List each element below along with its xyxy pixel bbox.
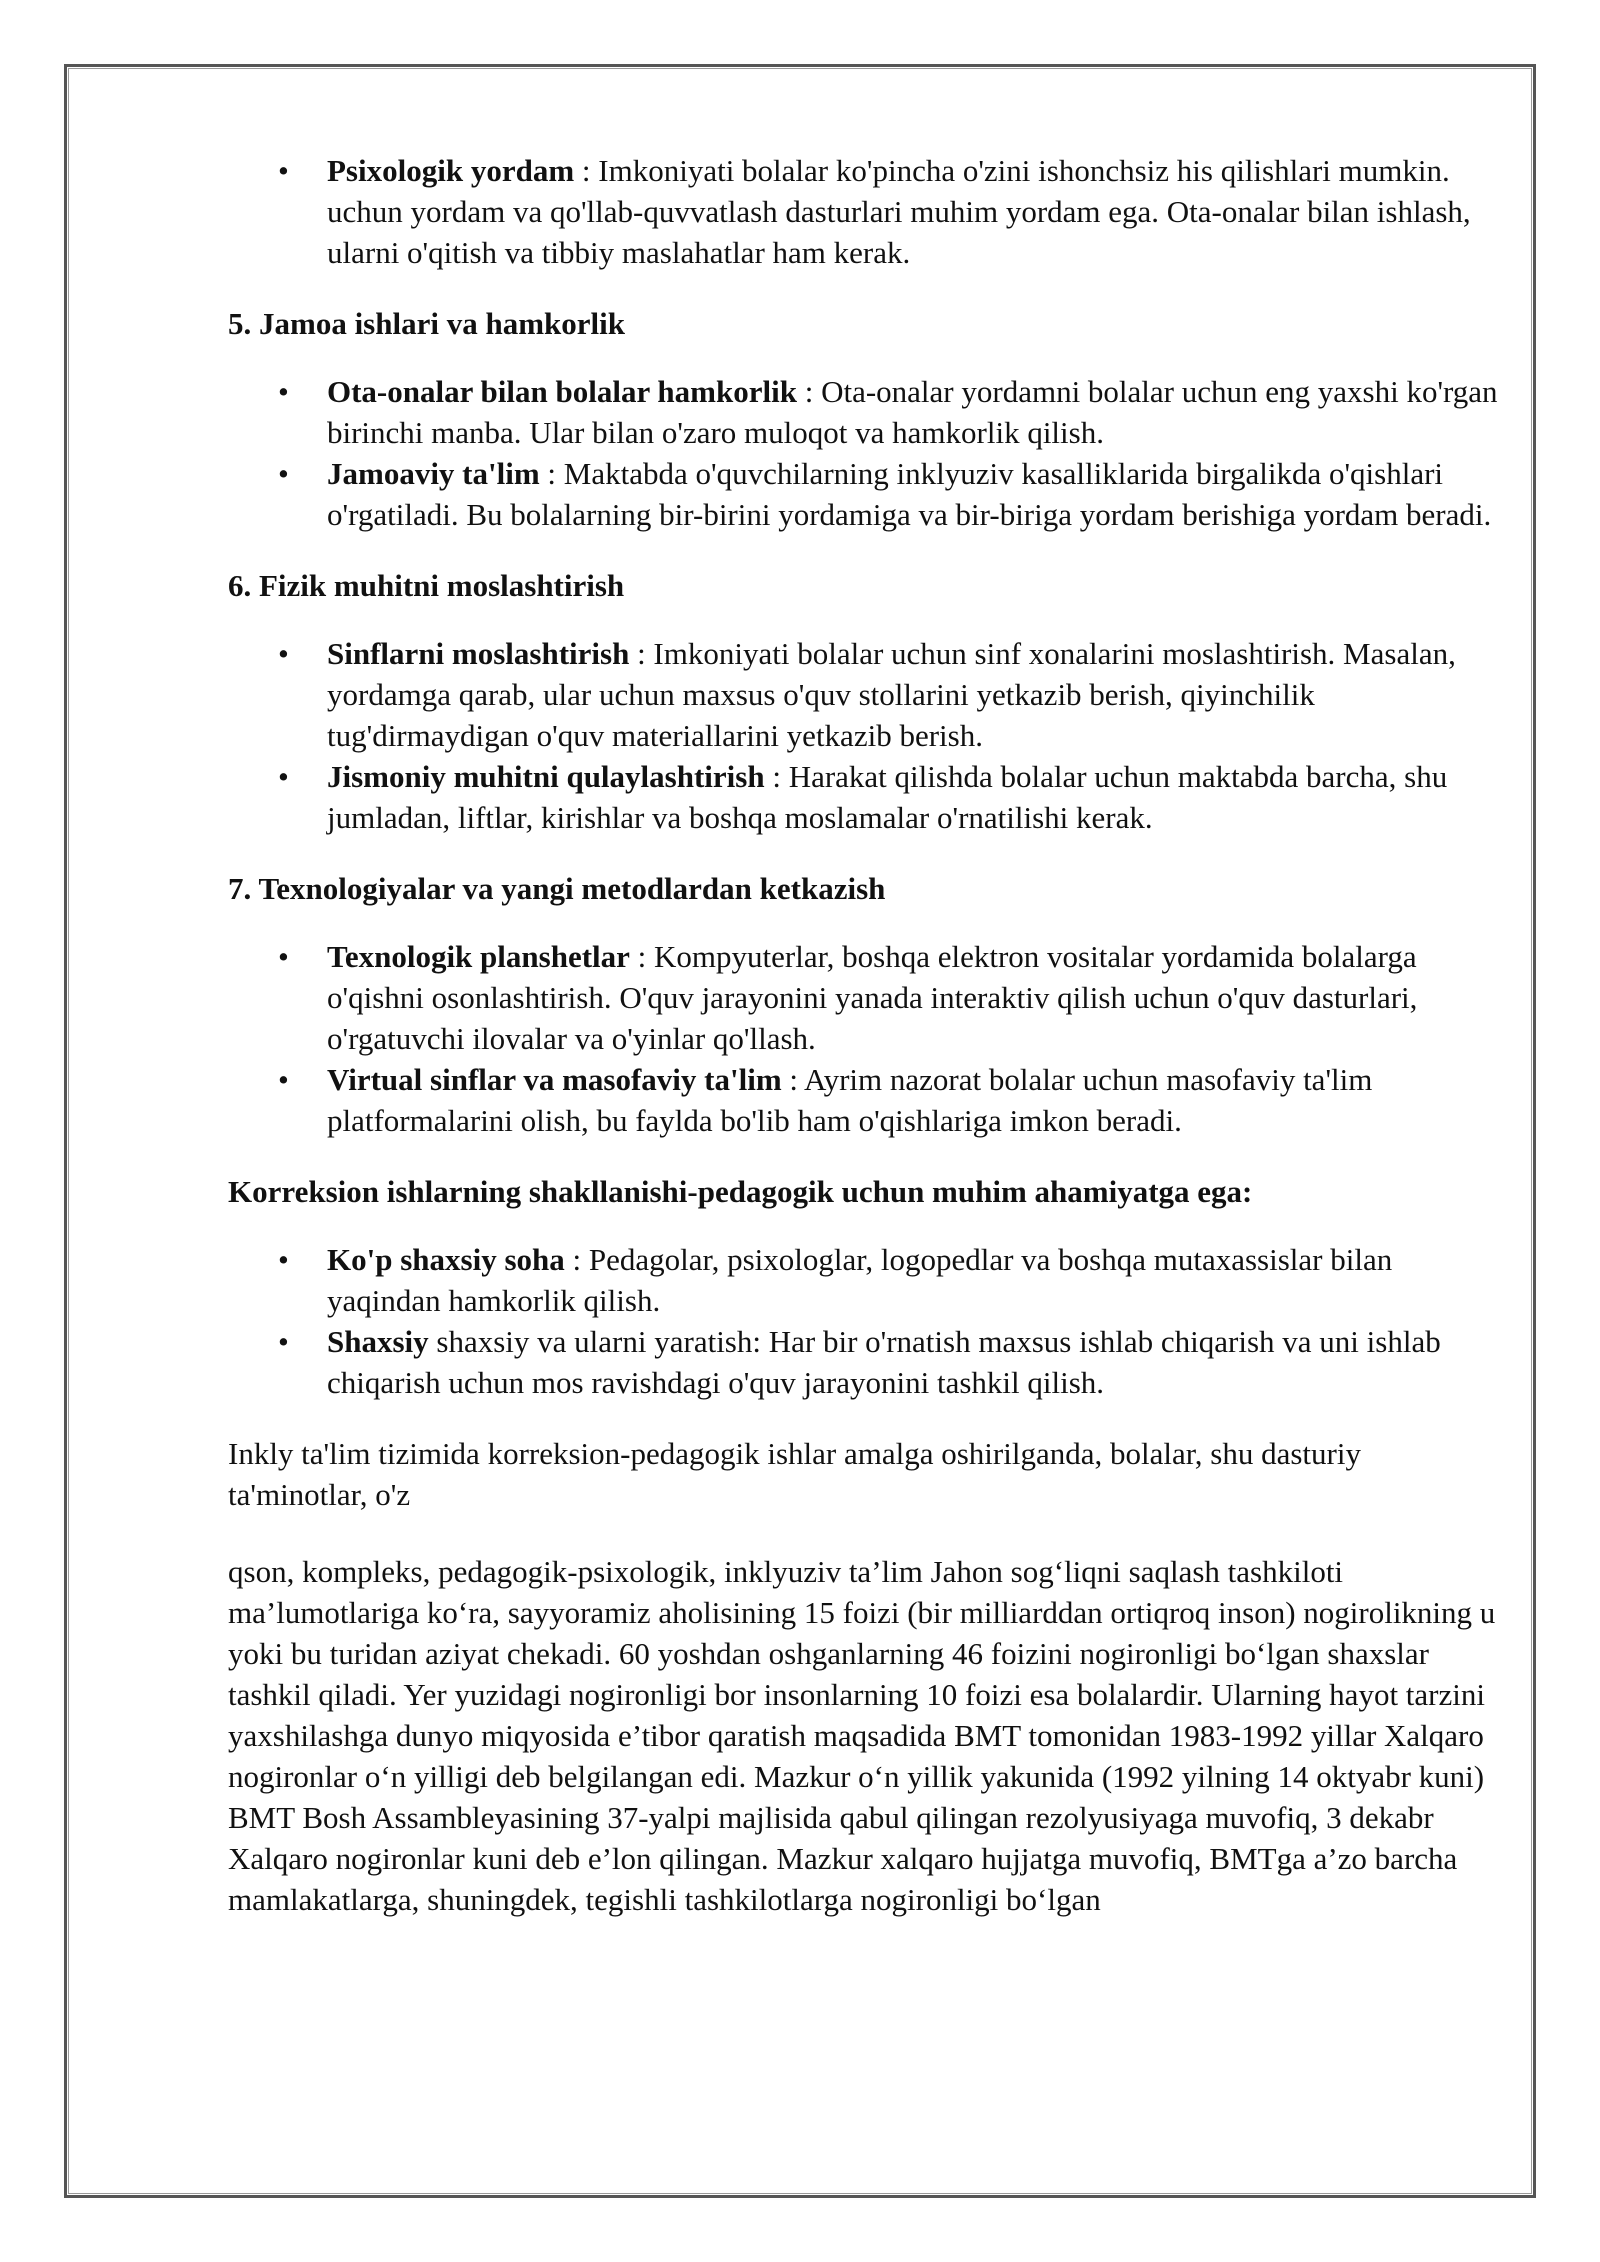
list-item-text: shaxsiy va ularni yaratish: Har bir o'rnatish maxsus ishlab chiqarish va uni ishlab chiqarish uchun mos ravishdagi o'quv jarayonini tashkil qilish. (327, 1324, 1441, 1400)
list-item-term: Psixologik yordam (327, 153, 575, 188)
section-6-list (228, 633, 1498, 838)
list-item (228, 936, 1498, 1059)
list-item-text: : Imkoniyati bolalar ko'pincha o'zini ishonchsiz his qilishlari mumkin. uchun yordam va qo'llab-quvvatlash dasturlari muhim yordam ega. Ota-onalar bilan ishlash, ularni o'qitish va tibbiy maslahatlar ham kerak. (327, 153, 1471, 270)
list-item (228, 1321, 1498, 1403)
document-body (228, 150, 1498, 1956)
list-item (228, 1239, 1498, 1321)
section-heading-6: 6. Fizik muhitni moslashtirish (228, 568, 625, 603)
list-item-text: : Kompyuterlar, boshqa elektron vositalar yordamida bolalarga o'qishni osonlashtirish. O'quv jarayonini yanada interaktiv qilish uchun o'quv dasturlari, o'rgatuvchi ilovalar va o'yinlar qo'llash. (327, 939, 1418, 1056)
list-item-term: Shaxsiy (327, 1324, 429, 1359)
paragraph-inkly: Inkly ta'lim tizimida korreksion-pedagogik ishlar amalga oshirilganda, bolalar, shu dasturiy ta'minotlar, o'z (228, 1436, 1361, 1512)
bullet-icon: • (278, 1324, 289, 1359)
list-item-text: : Imkoniyati bolalar uchun sinf xonalarini moslashtirish. Masalan, yordamga qarab, ular uchun maxsus o'quv stollarini yetkazib berish, qiyinchilik tug'dirmaydigan o'quv materiallarini yetkazib berish. (327, 636, 1456, 753)
list-item-term: Virtual sinflar va masofaviy ta'lim (327, 1062, 782, 1097)
bullet-icon: • (278, 1242, 289, 1277)
paragraph-statistics: qson, kompleks, pedagogik-psixologik, inklyuziv ta’lim Jahon sog‘liqni saqlash tashkiloti ma’lumotlariga ko‘ra, sayyoramiz aholisining 15 foizi (bir milliarddan ortiqroq inson) nogirolikning u yoki bu turidan aziyat chekadi. 60 yoshdan oshganlarning 46 foizini nogironligi bo‘lgan shaxslar tashkil qiladi. Yer yuzidagi nogironligi bor insonlarning 10 foizi esa bolalardir. Ularning hayot tarzini yaxshilashga dunyo miqyosida e’tibor qaratish maqsadida BMT tomonidan 1983-1992 yillar Xalqaro nogironlar o‘n yilligi deb belgilangan edi. Mazkur o‘n yillik yakunida (1992 yilning 14 oktyabr kuni) BMT Bosh Assambleyasining 37-yalpi majlisida qabul qilingan rezolyusiyaga muvofiq, 3 dekabr Xalqaro nogironlar kuni deb e’lon qilingan. Mazkur xalqaro hujjatga muvofiq, BMTga a’zo barcha mamlakatlarga, shuningdek, tegishli tashkilotlarga nogironligi bo‘lgan (228, 1554, 1496, 1917)
bullet-icon: • (278, 1062, 289, 1097)
list-item-text: : Ayrim nazorat bolalar uchun masofaviy ta'lim platformalarini olish, bu faylda bo'lib ham o'qishlariga imkon beradi. (327, 1062, 1373, 1138)
list-item-term: Jamoaviy ta'lim (327, 456, 540, 491)
list-item (228, 150, 1498, 273)
list-item (228, 453, 1498, 535)
section-7-list (228, 936, 1498, 1141)
list-item (228, 756, 1498, 838)
list-item (228, 1059, 1498, 1141)
list-item-term: Texnologik planshetlar (327, 939, 630, 974)
section-heading-7: 7. Texnologiyalar va yangi metodlardan ketkazish (228, 871, 886, 906)
bullet-icon: • (278, 374, 289, 409)
list-item-term: Jismoniy muhitni qulaylashtirish (327, 759, 765, 794)
list-item (228, 633, 1498, 756)
section-heading-5: 5. Jamoa ishlari va hamkorlik (228, 306, 626, 341)
list-item-text: : Harakat qilishda bolalar uchun maktabda barcha, shu jumladan, liftlar, kirishlar va boshqa moslamalar o'rnatilishi kerak. (327, 759, 1448, 835)
list-item-text: : Ota-onalar yordamni bolalar uchun eng yaxshi ko'rgan birinchi manba. Ular bilan o'zaro muloqot va hamkorlik qilish. (327, 374, 1498, 450)
section-heading-korreksion: Korreksion ishlarning shakllanishi-pedagogik uchun muhim ahamiyatga ega: (228, 1174, 1253, 1209)
list-item-text: : Maktabda o'quvchilarning inklyuziv kasalliklarida birgalikda o'qishlari o'rgatiladi. Bu bolalarning bir-birini yordamiga va bir-biriga yordam berishiga yordam beradi. (327, 456, 1492, 532)
bullet-icon: • (278, 153, 289, 188)
list-item-term: Ko'p shaxsiy soha (327, 1242, 565, 1277)
bullet-icon: • (278, 939, 289, 974)
bullet-icon: • (278, 636, 289, 671)
section-5-list (228, 371, 1498, 535)
bullet-icon: • (278, 759, 289, 794)
list-item-term: Ota-onalar bilan bolalar hamkorlik (327, 374, 797, 409)
section-korreksion-list (228, 1239, 1498, 1403)
bullet-icon: • (278, 456, 289, 491)
list-item (228, 371, 1498, 453)
list-item-term: Sinflarni moslashtirish (327, 636, 630, 671)
top-bullet-list (228, 150, 1498, 273)
list-item-text: : Pedagolar, psixologlar, logopedlar va boshqa mutaxassislar bilan yaqindan hamkorlik qilish. (327, 1242, 1393, 1318)
